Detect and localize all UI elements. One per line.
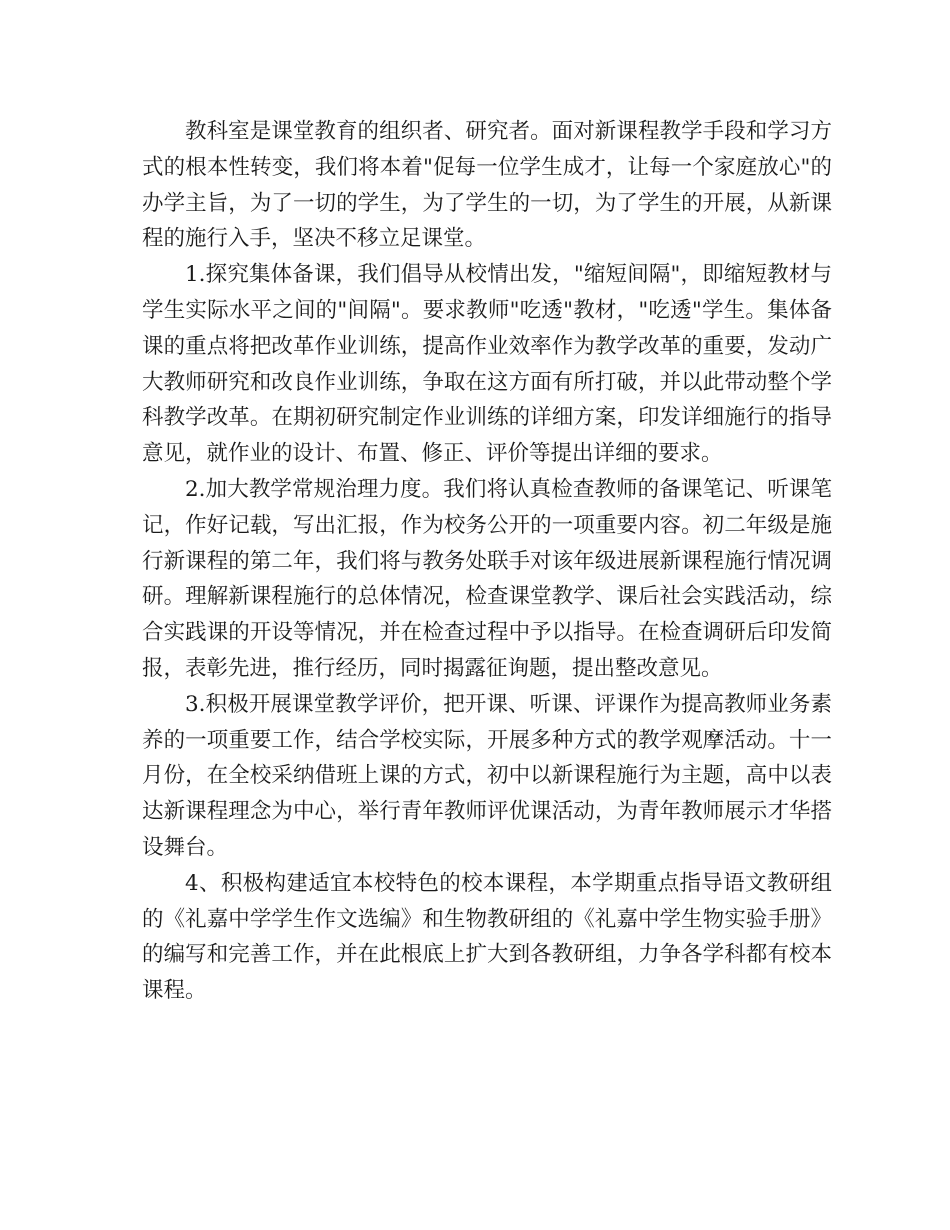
- paragraph-item-1: 1.探究集体备课，我们倡导从校情出发，"缩短间隔"，即缩短教材与学生实际水平之间的"间隔"。要求教师"吃透"教材，"吃透"学生。集体备课的重点将把改革作业训练，提高作业效率作为教学改革的重要，发动广大教师研究和改良作业训练，争取在这方面有所打破，并以此带动整个学科教学改革。在期初研究制定作业训练的详细方案，印发详细施行的指导意见，就作业的设计、布置、修正、评价等提出详细的要求。: [142, 262, 832, 467]
- document-body: [142, 114, 832, 1009]
- paragraph-intro: 教科室是课堂教育的组织者、研究者。面对新课程教学手段和学习方式的根本性转变，我们将本着"促每一位学生成才，让每一个家庭放心"的办学主旨，为了一切的学生，为了学生的一切，为了学生的开展，从新课程的施行入手，坚决不移立足课堂。: [142, 119, 832, 252]
- paragraph-item-4: 4、积极构建适宜本校特色的校本课程，本学期重点指导语文教研组的《礼嘉中学学生作文选编》和生物教研组的《礼嘉中学生物实验手册》的编写和完善工作，并在此根底上扩大到各教研组，力争各学科都有校本课程。: [142, 870, 832, 1004]
- paragraph-item-3: 3.积极开展课堂教学评价，把开课、听课、评课作为提高教师业务素养的一项重要工作，结合学校实际，开展多种方式的教学观摩活动。十一月份，在全校采纳借班上课的方式，初中以新课程施行为主题，高中以表达新课程理念为中心，举行青年教师评优课活动，为青年教师展示才华搭设舞台。: [142, 691, 832, 860]
- paragraph-item-2: 2.加大教学常规治理力度。我们将认真检查教师的备课笔记、听课笔记，作好记载，写出汇报，作为校务公开的一项重要内容。初二年级是施行新课程的第二年，我们将与教务处联手对该年级进展新课程施行情况调研。理解新课程施行的总体情况，检查课堂教学、课后社会实践活动，综合实践课的开设等情况，并在检查过程中予以指导。在检查调研后印发简报，表彰先进，推行经历，同时揭露征询题，提出整改意见。: [142, 476, 832, 681]
